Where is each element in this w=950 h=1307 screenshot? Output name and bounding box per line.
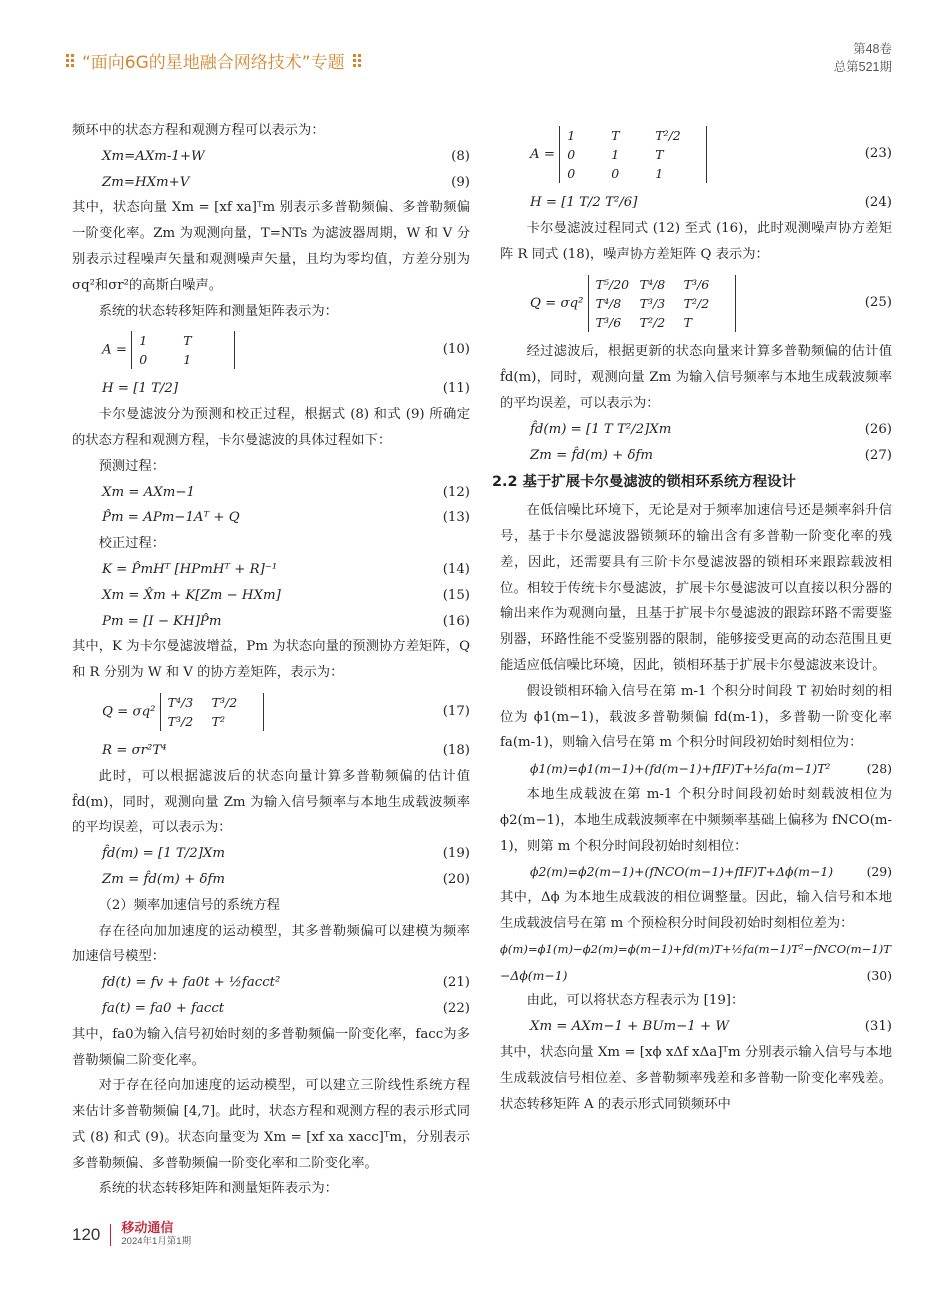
paragraph: 其中，Δϕ 为本地生成载波的相位调整量。因此，输入信号和本地生成载波信号在第 m 个预检积分时间段初始时刻相位差为： <box>500 890 892 931</box>
equation-9: Zm=HXm+V (9) <box>102 174 470 190</box>
equation-14: K = P̂mHᵀ [HPmHᵀ + R]⁻¹ (14) <box>102 561 470 577</box>
equation-17: Q = σq² T⁴/3 T³/2 T³/2 T² (17) <box>102 694 470 729</box>
journal-info <box>111 1222 191 1248</box>
paragraph: 卡尔曼滤波分为预测和校正过程，根据式 (8) 和式 (9) 所确定的状态方程和观测方程，卡尔曼滤波的具体过程如下： <box>72 407 470 448</box>
paragraph: 在低信噪比环境下，无论是对于频率加速信号还是频率斜升信号，基于卡尔曼滤波器锁频环的输出含有多普勒一阶变化率的残差，因此，还需要具有三阶卡尔曼滤波器的锁相环来跟踪载波相位。相较于传统卡尔曼滤波，扩展卡尔曼滤波可以直接以积分器的输出来作为观测向量，且基于扩展卡尔曼滤波的跟踪环路不需要鉴别器，环路性能不受鉴别器的限制，能够接受更高的动态范围且更能适应低信噪比环境，因此，锁相环基于扩展卡尔曼滤波来设计。 <box>500 503 892 673</box>
issue-total-label: 总第521期 <box>833 60 892 74</box>
correct-label: 校正过程： <box>98 536 166 552</box>
subsection-title: （2）频率加速信号的系统方程 <box>98 897 280 913</box>
equation-31: Xm = AXm−1 + BUm−1 + W (31) <box>530 1019 892 1035</box>
matrix-a: 1 T 0 1 <box>131 331 235 369</box>
matrix-a-3rd-order: 1 T T²/2 0 1 T 0 0 1 <box>559 126 707 183</box>
equation-29: ϕ2(m)=ϕ2(m−1)+(fNCO(m−1)+fIF)T+Δϕ(m−1) (29) <box>530 864 892 880</box>
paragraph: 由此，可以将状态方程表示为 [19]： <box>526 993 745 1009</box>
equation-25: Q = σq² T⁵/20 T⁴/8 T³/6 T⁴/8 T³/3 T²/2 T³/6 T²/2 T (25) <box>530 276 892 330</box>
paragraph: 频环中的状态方程和观测方程可以表示为： <box>72 123 325 138</box>
equation-27: Zm = f̂d(m) + δfm (27) <box>530 447 892 463</box>
equation-15: Xm = X̂m + K[Zm − HXm] (15) <box>102 587 470 603</box>
equation-10: A = 1 T 0 1 (10) <box>102 333 470 368</box>
equation-22: fa(t) = fa0 + facct (22) <box>102 1000 470 1016</box>
equation-18: R = σr²T⁴ (18) <box>102 742 470 758</box>
page-header-left <box>66 48 361 73</box>
page-header-right <box>834 40 892 76</box>
paragraph: 其中，状态向量 Xm = [xf xa]ᵀm 别表示多普勒频偏、多普勒频偏一阶变化率。Zm 为观测向量，T=NTs 为滤波器周期，W 和 V 分别表示过程噪声矢量和观测噪声矢量，且均为零均值，方差分别为σq²和σr²的高斯白噪声。 <box>72 200 470 293</box>
equation-23: A = 1 T T²/2 0 1 T 0 0 1 (23) <box>530 127 892 181</box>
paragraph: 本地生成载波在第 m-1 个积分时间段初始时刻载波相位为 ϕ2(m−1)，本地生成载波频率在中频频率基础上偏移为 fNCO(m-1)，则第 m 个积分时间段初始时刻相位： <box>500 786 892 854</box>
matrix-q-3rd-order: T⁵/20 T⁴/8 T³/6 T⁴/8 T³/3 T²/2 T³/6 T²/2 T <box>588 275 736 332</box>
left-column <box>72 118 470 1202</box>
predict-label: 预测过程： <box>98 458 166 474</box>
page-footer <box>72 1222 191 1248</box>
page-number: 120 <box>72 1224 111 1246</box>
decor-dots-icon <box>353 54 361 67</box>
paragraph: 存在径向加加速度的运动模型，其多普勒频偏可以建模为频率加速信号模型： <box>72 923 470 965</box>
equation-12: Xm = AXm−1 (12) <box>102 484 470 500</box>
paragraph: 其中，K 为卡尔曼滤波增益，Pm 为状态向量的预测协方差矩阵，Q 和 R 分别为 W 和 V 的协方差矩阵，表示为： <box>72 639 470 681</box>
equation-20: Zm = f̂d(m) + δfm (20) <box>102 871 470 887</box>
equation-30-line2: −Δϕ(m−1) (30) <box>500 967 892 983</box>
equation-21: fd(t) = fv + fa0t + ½facct² (21) <box>102 975 470 991</box>
matrix-q: T⁴/3 T³/2 T³/2 T² <box>160 693 264 731</box>
equation-30-line1: ϕ(m)=ϕ1(m)−ϕ2(m)=ϕ(m−1)+fd(m)T+½fa(m−1)T²−fNCO(m−1)T <box>500 941 892 956</box>
paragraph: 其中，fa0为输入信号初始时刻的多普勒频偏一阶变化率，facc为多普勒频偏二阶变化率。 <box>72 1026 470 1068</box>
equation-8: Xm=AXm-1+W (8) <box>102 148 470 164</box>
paragraph: 卡尔曼滤波过程同式 (12) 至式 (16)，此时观测噪声协方差矩阵 R 同式 (18)，噪声协方差矩阵 Q 表示为： <box>500 220 892 262</box>
paragraph: 其中，状态向量 Xm = [xϕ xΔf xΔa]ᵀm 分别表示输入信号与本地生成载波信号相位差、多普勒频率残差和多普勒一阶变化率残差。状态转移矩阵 A 的表示形式同锁频环中 <box>500 1044 892 1112</box>
paragraph: 此时，可以根据滤波后的状态向量计算多普勒频偏的估计值 f̂d(m)，同时，观测向量 Zm 为输入信号频率与本地生成载波频率的平均误差，可以表示为： <box>72 768 470 836</box>
equation-19: f̂d(m) = [1 T/2]Xm (19) <box>102 846 470 862</box>
right-column <box>492 118 892 1117</box>
paragraph: 经过滤波后，根据更新的状态向量来计算多普勒频偏的估计值 f̂d(m)，同时，观测向量 Zm 为输入信号频率与本地生成载波频率的平均误差，可以表示为： <box>500 344 892 411</box>
equation-24: H = [1 T/2 T²/6] (24) <box>530 195 892 210</box>
special-topic-title: “面向6G的星地融合网络技术”专题 <box>82 53 345 73</box>
equation-16: Pm = [I − KH]P̂m (16) <box>102 613 470 629</box>
paragraph: 系统的状态转移矩阵和测量矩阵表示为： <box>98 303 338 319</box>
paragraph: 对于存在径向加速度的运动模型，可以建立三阶线性系统方程来估计多普勒频偏 [4,7]。此时，状态方程和观测方程的表示形式同式 (8) 和式 (9)。状态向量变为 Xm = [xf xa xacc]ᵀm，分别表示多普勒频偏、多普勒频偏一阶变化率和二阶变化率。 <box>72 1078 470 1171</box>
decor-dots-icon <box>66 54 74 67</box>
paragraph: 系统的状态转移矩阵和测量矩阵表示为： <box>98 1181 338 1197</box>
equation-28: ϕ1(m)=ϕ1(m−1)+(fd(m−1)+fIF)T+½fa(m−1)T² (28) <box>530 761 892 777</box>
volume-label: 第48卷 <box>853 42 892 56</box>
equation-11: H = [1 T/2] (11) <box>102 381 470 397</box>
equation-13: P̂m = APm−1Aᵀ + Q (13) <box>102 510 470 526</box>
equation-26: f̂d(m) = [1 T T²/2]Xm (26) <box>530 421 892 437</box>
journal-name: 移动通信 <box>121 1221 174 1236</box>
paragraph: 假设锁相环输入信号在第 m-1 个积分时间段 T 初始时刻的相位为 ϕ1(m−1)，载波多普勒频偏 fd(m-1)，多普勒一阶变化率 fa(m-1)，则输入信号在第 m 个积分时间段初始时刻相位为： <box>500 683 892 751</box>
issue-date: 2024年1月第1期 <box>121 1236 192 1247</box>
section-heading: 2.2 基于扩展卡尔曼滤波的锁相环系统方程设计 <box>492 474 796 491</box>
